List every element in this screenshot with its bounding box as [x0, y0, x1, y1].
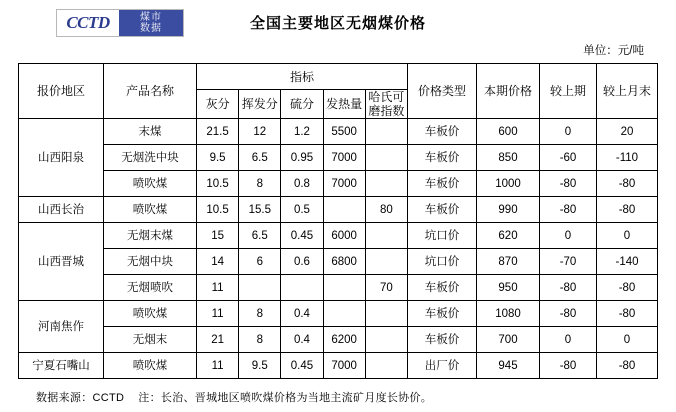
ash-value: 11 [197, 275, 239, 301]
vs-month-value: -110 [597, 145, 658, 171]
vs-month-value: -80 [597, 275, 658, 301]
price-type-value: 坑口价 [408, 223, 477, 249]
vs-month-value: -80 [597, 197, 658, 223]
logo-cctd-text: CCTD [66, 13, 110, 32]
vs-prev-value: -80 [540, 171, 597, 197]
table-row [19, 223, 658, 249]
ash-value: 21.5 [197, 119, 239, 145]
ash-value: 14 [197, 249, 239, 275]
current-price-value: 945 [477, 353, 540, 379]
volatile-value [239, 275, 281, 301]
price-type-value: 车板价 [408, 197, 477, 223]
hgi-value [365, 119, 407, 145]
vs-prev-value: -80 [540, 301, 597, 327]
header-current-price: 本期价格 [477, 64, 540, 119]
calorific-value: 5500 [323, 119, 365, 145]
vs-month-value: -140 [597, 249, 658, 275]
table-row [19, 301, 658, 327]
sulfur-value: 0.6 [281, 249, 323, 275]
vs-prev-value: 0 [540, 223, 597, 249]
volatile-value: 15.5 [239, 197, 281, 223]
header-volatile: 挥发分 [239, 90, 281, 119]
document-header [0, 6, 676, 40]
ash-value: 9.5 [197, 145, 239, 171]
unit-label: 单位：元/吨 [583, 45, 644, 57]
logo-label-line2: 数据 [140, 23, 162, 34]
volatile-value: 8 [239, 171, 281, 197]
vs-prev-value: -80 [540, 275, 597, 301]
calorific-value [323, 275, 365, 301]
hgi-value [365, 223, 407, 249]
sulfur-value: 0.5 [281, 197, 323, 223]
product-name: 喷吹煤 [104, 171, 197, 197]
price-type-value: 车板价 [408, 119, 477, 145]
product-name: 无烟末 [104, 327, 197, 353]
volatile-value: 8 [239, 301, 281, 327]
sulfur-value: 0.4 [281, 301, 323, 327]
header-region: 报价地区 [19, 64, 104, 119]
product-name: 末煤 [104, 119, 197, 145]
table-row [19, 353, 658, 379]
vs-month-value: 0 [597, 223, 658, 249]
current-price-value: 620 [477, 223, 540, 249]
data-source: 数据来源：CCTD [36, 392, 125, 404]
product-name: 无烟末煤 [104, 223, 197, 249]
volatile-value: 6.5 [239, 223, 281, 249]
table-row [19, 249, 658, 275]
vs-prev-value: -60 [540, 145, 597, 171]
volatile-value: 9.5 [239, 353, 281, 379]
vs-month-value: 20 [597, 119, 658, 145]
header-vs-month: 较上月末 [597, 64, 658, 119]
hgi-value [365, 171, 407, 197]
hgi-value: 80 [365, 197, 407, 223]
price-type-value: 车板价 [408, 327, 477, 353]
volatile-value: 6.5 [239, 145, 281, 171]
current-price-value: 1000 [477, 171, 540, 197]
vs-prev-value: -70 [540, 249, 597, 275]
vs-month-value: -80 [597, 301, 658, 327]
price-type-value: 出厂价 [408, 353, 477, 379]
header-ash: 灰分 [197, 90, 239, 119]
sulfur-value: 0.4 [281, 327, 323, 353]
current-price-value: 990 [477, 197, 540, 223]
table-footnote [0, 389, 676, 405]
table-row [19, 327, 658, 353]
ash-value: 10.5 [197, 197, 239, 223]
header-calorific: 发热量 [323, 90, 365, 119]
price-type-value: 车板价 [408, 145, 477, 171]
hgi-value [365, 353, 407, 379]
region-cell: 山西晋城 [19, 223, 104, 301]
document-page [0, 6, 676, 412]
volatile-value: 8 [239, 327, 281, 353]
vs-prev-value: -80 [540, 197, 597, 223]
anthracite-price-table [18, 63, 658, 379]
ash-value: 15 [197, 223, 239, 249]
calorific-value [323, 197, 365, 223]
table-header-row-1 [19, 64, 658, 90]
sulfur-value: 0.95 [281, 145, 323, 171]
product-name: 喷吹煤 [104, 197, 197, 223]
vs-month-value: 0 [597, 327, 658, 353]
vs-prev-value: 0 [540, 327, 597, 353]
region-cell: 山西长治 [19, 197, 104, 223]
ash-value: 11 [197, 301, 239, 327]
current-price-value: 1080 [477, 301, 540, 327]
sulfur-value: 1.2 [281, 119, 323, 145]
vs-month-value: -80 [597, 171, 658, 197]
product-name: 无烟洗中块 [104, 145, 197, 171]
hgi-value [365, 301, 407, 327]
header-indicator-group: 指标 [197, 64, 408, 90]
current-price-value: 870 [477, 249, 540, 275]
vs-prev-value: 0 [540, 119, 597, 145]
ash-value: 21 [197, 327, 239, 353]
table-row [19, 171, 658, 197]
region-cell: 宁夏石嘴山 [19, 353, 104, 379]
region-cell: 山西阳泉 [19, 119, 104, 197]
hgi-value [365, 145, 407, 171]
volatile-value: 12 [239, 119, 281, 145]
sulfur-value: 0.45 [281, 353, 323, 379]
hgi-value [365, 327, 407, 353]
sulfur-value: 0.8 [281, 171, 323, 197]
remark: 注：长治、晋城地区喷吹煤价格为当地主流矿月度长协价。 [138, 392, 433, 404]
product-name: 喷吹煤 [104, 353, 197, 379]
calorific-value [323, 301, 365, 327]
product-name: 无烟喷吹 [104, 275, 197, 301]
calorific-value: 7000 [323, 171, 365, 197]
ash-value: 11 [197, 353, 239, 379]
current-price-value: 700 [477, 327, 540, 353]
hgi-value [365, 249, 407, 275]
sulfur-value: 0.45 [281, 223, 323, 249]
hgi-value: 70 [365, 275, 407, 301]
price-type-value: 车板价 [408, 301, 477, 327]
header-product: 产品名称 [104, 64, 197, 119]
logo-label-line1: 煤市 [140, 12, 162, 23]
table-row [19, 275, 658, 301]
header-price-type: 价格类型 [408, 64, 477, 119]
product-name: 无烟中块 [104, 249, 197, 275]
sulfur-value [281, 275, 323, 301]
region-cell: 河南焦作 [19, 301, 104, 353]
price-type-value: 车板价 [408, 275, 477, 301]
page-title: 全国主要地区无烟煤价格 [249, 15, 426, 32]
price-type-value: 车板价 [408, 171, 477, 197]
calorific-value: 6800 [323, 249, 365, 275]
price-type-value: 坑口价 [408, 249, 477, 275]
calorific-value: 6000 [323, 223, 365, 249]
header-sulfur: 硫分 [281, 90, 323, 119]
current-price-value: 850 [477, 145, 540, 171]
table-body [19, 119, 658, 379]
current-price-value: 950 [477, 275, 540, 301]
calorific-value: 7000 [323, 353, 365, 379]
product-name: 喷吹煤 [104, 301, 197, 327]
table-head [19, 64, 658, 119]
header-vs-prev: 较上期 [540, 64, 597, 119]
volatile-value: 6 [239, 249, 281, 275]
vs-month-value: -80 [597, 353, 658, 379]
header-hgi: 哈氏可磨指数 [365, 90, 407, 119]
vs-prev-value: -80 [540, 353, 597, 379]
table-row [19, 145, 658, 171]
calorific-value: 7000 [323, 145, 365, 171]
table-row [19, 197, 658, 223]
ash-value: 10.5 [197, 171, 239, 197]
current-price-value: 600 [477, 119, 540, 145]
calorific-value: 6200 [323, 327, 365, 353]
table-row [19, 119, 658, 145]
